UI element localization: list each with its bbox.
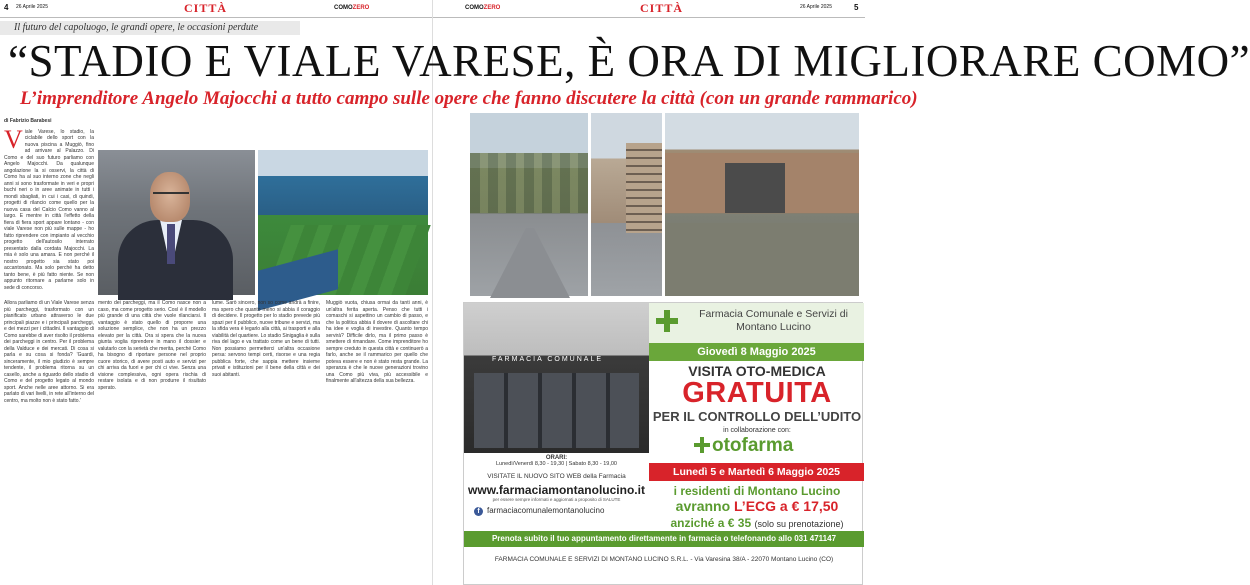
column-text: mento dei parcheggi, ma il Como nasce non a caso, ma come progetto serio. Così è il modello più grande di una città che vuole rilanciarsi. Il vantaggio è stato quello di proporre una soluzione semplice, che non ha un prezzo elevato per la città. Ora si spera che la nuova giunta voglia riprendere in mano il dossier e valutarlo con la serietà che merita, perché Como ha bisogno di riportare persone nel proprio cuore storico, di avere posti auto e servizi per chi arriva da fuori e per chi ci vive. Senza una visione complessiva, ogni opera rischia di restare isolata e di non produrre il risultato sperato. [98, 300, 206, 391]
article-column-2 [98, 300, 206, 585]
otofarma-wordmark: otofarma [712, 435, 794, 456]
tie-shape [167, 224, 175, 264]
byline: di Fabrizio Barabesi [4, 118, 52, 124]
headline: “STADIO E VIALE VARESE, È ORA DI MIGLIORARE COMO” [8, 36, 1250, 86]
otofarma-logo [694, 435, 824, 457]
column-text: Allora parliamo di un Viale Varese senza più parcheggi, trasformato con un pianificato urbano attraverso le due principali piazze e i principali parcheggi, e dei mezzi per i cittadini. Il vantaggio di Como sarebbe di aver risolto il problema dei parcheggi in centro. Per il problema della Valduce e dei mercati. Di cosa si parla e su cosa si fonda? 'Guardi, sinceramente, il mio giudizio è sempre tendente, il problema ritorna su un casello, anche a riguardo dello stadio di Como e del progetto legato al mondo sport. Anche nelle aree attorno. Si era parlato di vari livelli, in rete all'interno del centro, ma molto non è stato fatto.' [4, 300, 94, 404]
booking-banner: Prenota subito il tuo appuntamento direttamente in farmacia o telefonando allo 031 471147 [464, 531, 864, 547]
viale-varese-photo-2 [591, 113, 662, 296]
plus-icon [694, 437, 710, 453]
website-invite: VISITATE IL NUOVO SITO WEB della Farmacia [487, 473, 626, 480]
viale-varese-photo-1 [470, 113, 588, 296]
left-section-title: CITTÀ [184, 1, 228, 15]
collaboration-label: in collaborazione con: [723, 427, 791, 434]
column-text: iale Varese, lo stadio, la ciclabile dello sport con la nuova piscina a Muggiò, fino ad arrivare al Palazzo. Di Como e del suo futuro parliamo con Angelo Majocchi. Da qualunque angolazione la si osservi, la città di Como ha al suo interno zone che negli anni si sono trasformate in veri e propri buchi neri o in aree animate in tutti i mondi sbagliati, in cui i casi, di quindi, progetti di rilancio come quello per la nuova casa del Calcio Como vanno al largo. E mentre in città l'effetto della fiera di fiera sport appare lontano - con viale Varese non più sulle mappe - ho fatto riprendere con impianto al vecchio progetto dell'autosilo interrato presentato dalla cordata Majocchi. La mia è solo una amara. E non perché il nostro progetto sia stato poi accantonato. Ma solo perché ha detto tanto bene, è più fatto niente. Se non appunto ritornare a parlarne solo in sede di concorso. [4, 128, 94, 291]
visit-title: VISITA OTO-MEDICA [688, 363, 826, 379]
glasses-shape [153, 192, 189, 200]
right-page-number: 5 [854, 3, 859, 12]
column-text: Muggiò vuota, chiusa ormai da tanti anni, è un'altra ferita aperta. Penso che tutti i comaschi si aspettino un cambio di passo, e che la politica abbia il dovere di ascoltare chi ha idee e voglia di investire. Quanto tempo servirà? Difficile dirlo, ma il primo passo è smettere di rimandare. Come imprenditore ho sempre creduto in questa città e continuerò a farlo, anche se il rammarico per quello che poteva essere e non è stato resta grande. La speranza è che le nuove generazioni trovino una Como più viva, più accessibile e finalmente all'altezza della sua bellezza. [326, 300, 428, 384]
free-label: GRATUITA [682, 377, 832, 409]
article-column-4 [326, 300, 428, 585]
drop-cap: V [4, 124, 23, 154]
pharmacy-storefront-photo [464, 303, 649, 453]
date-banner-1: Giovedì 8 Maggio 2025 [649, 343, 864, 361]
left-date: 26 Aprile 2025 [16, 4, 48, 10]
pharmacy-advertisement [463, 302, 863, 585]
storefront-windows [474, 373, 639, 448]
website-note: per essere sempre informati e aggiornati a proposito di SALUTE [492, 497, 621, 502]
gate-shape [725, 163, 785, 213]
right-section-title: CITTÀ [640, 1, 684, 15]
stadium-photo [258, 150, 428, 295]
page-header [0, 0, 865, 18]
right-date: 26 Aprile 2025 [800, 4, 832, 10]
column-text: lume. Sarò sincero, non so come andrà a finire, ma spero che quanto meno si abbia il coraggio di decidere. Il progetto per lo stadio prevede più spazi per il pubblico, nuove tribune e servizi, ma la sfida vera è legarlo alla città, ai trasporti e alla viabilità del quartiere. Lo stadio Sinigaglia è sulla riva del lago e va trattato come un bene di tutti. Non possiamo permetterci un'altra occasione persa: servono tempi certi, risorse e una regia pubblica forte, che sappia mettere insieme privati e istituzioni per il bene della città e dei suoi abitanti. [212, 300, 320, 378]
subheadline: L’imprenditore Angelo Majocchi a tutto campo sulle opere che fanno discutere la città (con un grande rammarico) [20, 88, 918, 109]
left-page-number: 4 [4, 3, 9, 12]
facebook-icon: f [474, 507, 483, 516]
opening-hours: ORARI: Lunedì/Venerdì 8,30 - 19,30 | Sabato 8,30 - 19,00 [496, 455, 617, 467]
website-url[interactable]: www.farmaciamontanolucino.it [468, 483, 645, 497]
ecg-regular-price: anziché a € 35 (solo su prenotazione) [670, 516, 844, 530]
portrait-photo [98, 150, 255, 295]
facebook-link[interactable]: f farmaciacomunalemontanolucino [474, 506, 649, 516]
ground-shape [665, 223, 859, 296]
pharmacy-address: FARMACIA COMUNALE E SERVIZI DI MONTANO LUCINO S.R.L. - Via Varesina 38/A - 22070 Montano Lucino (CO) [494, 556, 834, 563]
storefront-sign: FARMACIA COMUNALE [492, 356, 604, 363]
building-shape [626, 143, 662, 233]
right-brand: COMOZERO [465, 5, 501, 11]
ecg-offer: avranno L’ECG a € 17,50 [675, 498, 839, 514]
pharmacy-cross-icon [656, 310, 678, 332]
yard-photo [665, 113, 859, 296]
pharmacy-name: Farmacia Comunale e Servizi di Montano Lucino [699, 308, 848, 333]
left-brand: COMOZERO [334, 5, 370, 11]
article-column-1b [4, 300, 94, 585]
kicker-strip: Il futuro del capoluogo, le grandi opere, le occasioni perdute [0, 21, 300, 35]
hearing-check-label: PER IL CONTROLLO DELL’UDITO [652, 409, 862, 424]
date-banner-2: Lunedì 5 e Martedì 6 Maggio 2025 [649, 463, 864, 481]
trees-shape [470, 153, 588, 213]
road-shape [490, 228, 570, 298]
article-column-3 [212, 300, 320, 585]
residents-line: i residenti di Montano Lucino [673, 484, 841, 498]
